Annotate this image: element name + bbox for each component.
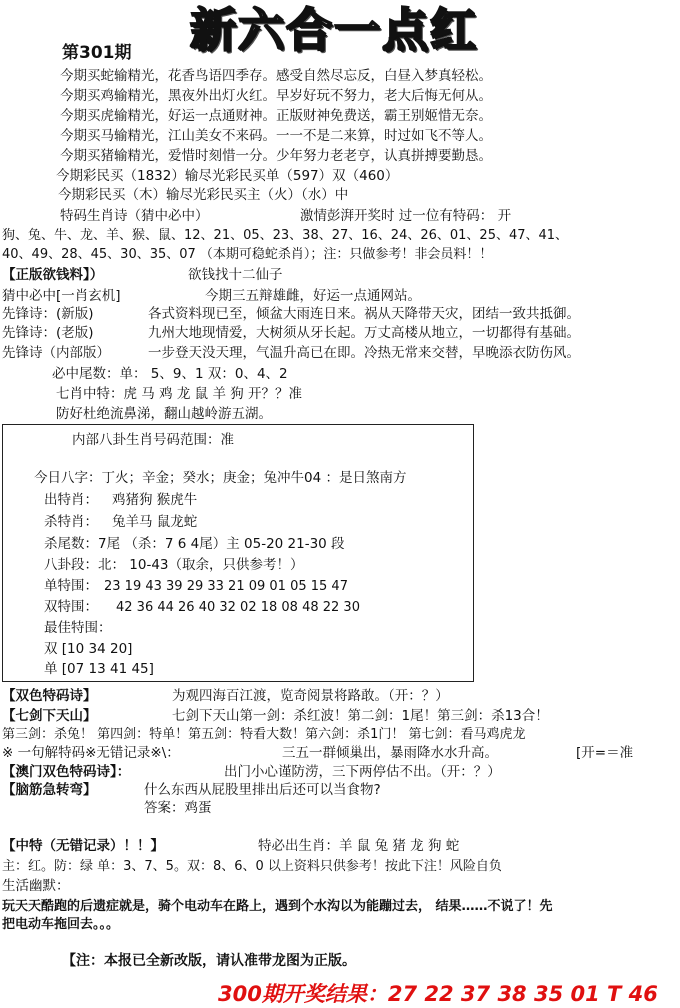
aomen-label: 【澳门双色特码诗】： [2,764,131,780]
xianfeng-text: 一步登天没天理，气温升高已在即。冷热无常来交替，早晚添衣防伤风。 [148,345,580,361]
xianfeng-text: 各式资料现已至，倾盆大雨连日来。祸从天降带天灾，团结一致共抵御。 [148,306,580,322]
caimin-line-2: 今期彩民买（木）输尽光彩民买主（火）（水）中 [58,187,349,203]
poem-line: 今期买蛇输精光，花香鸟语四季存。感受自然尽忘反，白昼入梦真轻松。 [60,68,492,84]
bazi-line: 今日八字：丁火；辛金；癸水；庚金；兔冲牛04 ：是日煞南方 [34,470,407,486]
xianfeng-label: 先锋诗（内部版） [2,345,110,361]
qijian-line-2: 第三剑：杀兔！ 第四剑：特单！第五剑：特看大数！第六剑：杀1门！ 第七剑：看马鸡虎龙 [2,727,526,742]
yiju-text: 三五一群倾巢出，暴雨降水水升高。 [282,745,498,761]
newspaper-title: 新六合一点红 [190,3,478,57]
yiju-label: ※ 一句解特码※无错记录※\： [2,745,180,761]
zhengban-text: 欲钱找十二仙子 [188,267,283,283]
numbers-line-1: 狗、兔、牛、龙、羊、猴、鼠、12、21、05、23、38、27、16、24、26、01、25、47、41、 [2,228,569,243]
sha-label: 杀特肖： [44,514,98,530]
chu-value: 鸡猪狗 猴虎牛 [112,492,198,508]
weishu-line: 必中尾数：单： 5、9、1 双：0、4、2 [52,366,288,382]
dan-label: 单特围： [44,578,98,594]
poem-line: 今期买猪输精光，爱惜时刻惜一分。少年努力老老亨，认真拼搏要勤恳。 [60,148,492,164]
chu-label: 出特肖： [44,492,98,508]
shuang-label: 双特围： [44,599,98,615]
fangyi-line: 防好杜绝流鼻涕，翻山越岭游五湖。 [56,406,272,422]
cai-text: 今期三五辩雄雌，好运一点通网站。 [205,288,421,304]
zhu-line: 主：红。防：绿 单：3、7、5。双：8、6、0 以上资料只供参考！按此下注！风险自负 [2,859,502,874]
best-dan: 单 [07 13 41 45] [44,661,154,677]
shawei-line: 杀尾数：7尾 （杀：7 6 4尾）主 05-20 21-30 段 [44,536,345,552]
box-heading: 内部八卦生肖号码范围：准 [72,432,234,448]
cai-label: 猜中必中[一肖玄机] [2,288,121,304]
humor-line-1: 玩天天酷跑的后遗症就是，骑个电动车在路上，遇到个水沟以为能蹦过去， 结果……不说了！先 [2,899,553,914]
shuangse-text: 为观四海百江渡，览奇阅景将路敢。（开：？） [172,688,449,704]
special-poem-label: 特码生肖诗（猜中必中） [60,208,209,224]
xianfeng-label: 先锋诗：(新版) [2,306,94,322]
yiju-result: [开=＝准 [576,745,634,761]
draw-result: 300期开奖结果：27 22 37 38 35 01 T 46 [218,982,658,1006]
caimin-line-1: 今期彩民买（1832）输尽光彩民买单（597）双（460） [56,168,399,184]
naojin-label: 【脑筋急转弯】 [2,782,97,798]
poem-line: 今期买虎输精光，好运一点通财神。正版财神免费送，霸王别姬惜无奈。 [60,108,492,124]
zhongte-text: 特必出生肖：羊 鼠 兔 猪 龙 狗 蛇 [258,838,460,854]
numbers-line-2: 40、49、28、45、30、35、07 （本期可稳蛇杀肖）；注：只做参考！非会员料！！ [2,247,493,262]
issue-number: 第301期 [62,43,132,63]
best-label: 最佳特围： [44,620,112,636]
poem-line: 今期买马输精光，江山美女不来码。一一不是二来算，时过如飞不等人。 [60,128,492,144]
dan-value: 23 19 43 39 29 33 21 09 01 05 15 47 [104,579,348,594]
humor-label: 生活幽默： [2,878,70,894]
zhengban-label: 【正版欲钱料】） [2,267,104,283]
poem-line: 今期买鸡输精光，黑夜外出灯火红。早岁好玩不努力，老大后悔无何从。 [60,88,492,104]
naojin-answer: 答案：鸡蛋 [144,800,212,816]
special-poem-text: 激情彭湃开奖时 过一位有特码： 开 [300,208,512,224]
zhongte-label: 【中特（无错记录）！！】 [2,838,164,854]
aomen-text: 出门小心谨防涝，三下两停估不出。（开：？） [224,764,501,780]
naojin-question: 什么东西从屁股里排出后还可以当食物? [144,782,381,798]
qixiao-line: 七肖中特：虎 马 鸡 龙 鼠 羊 狗 开？？准 [56,386,303,402]
best-shuang: 双 [10 34 20] [44,641,133,657]
qijian-label: 【七剑下天山】 [2,708,97,724]
xianfeng-label: 先锋诗：(老版) [2,325,94,341]
footer-note: 【注：本报已全新改版，请认准带龙图为正版。 [62,953,356,969]
shuang-value: 42 36 44 26 40 32 02 18 08 48 22 30 [116,600,360,615]
sha-value: 兔羊马 鼠龙蛇 [112,514,198,530]
xianfeng-text: 九州大地现情爱，大树须从牙长起。万丈高楼从地立，一切都得有基础。 [148,325,580,341]
shuangse-label: 【双色特码诗】 [2,688,97,704]
bagua-line: 八卦段：北： 10-43（取余，只供参考！） [44,557,304,573]
humor-line-2: 把电动车拖回去。。。 [2,917,120,932]
qijian-line-1: 七剑下天山第一剑：杀红波！第二剑：1尾！第三剑：杀13合！ [172,708,549,724]
